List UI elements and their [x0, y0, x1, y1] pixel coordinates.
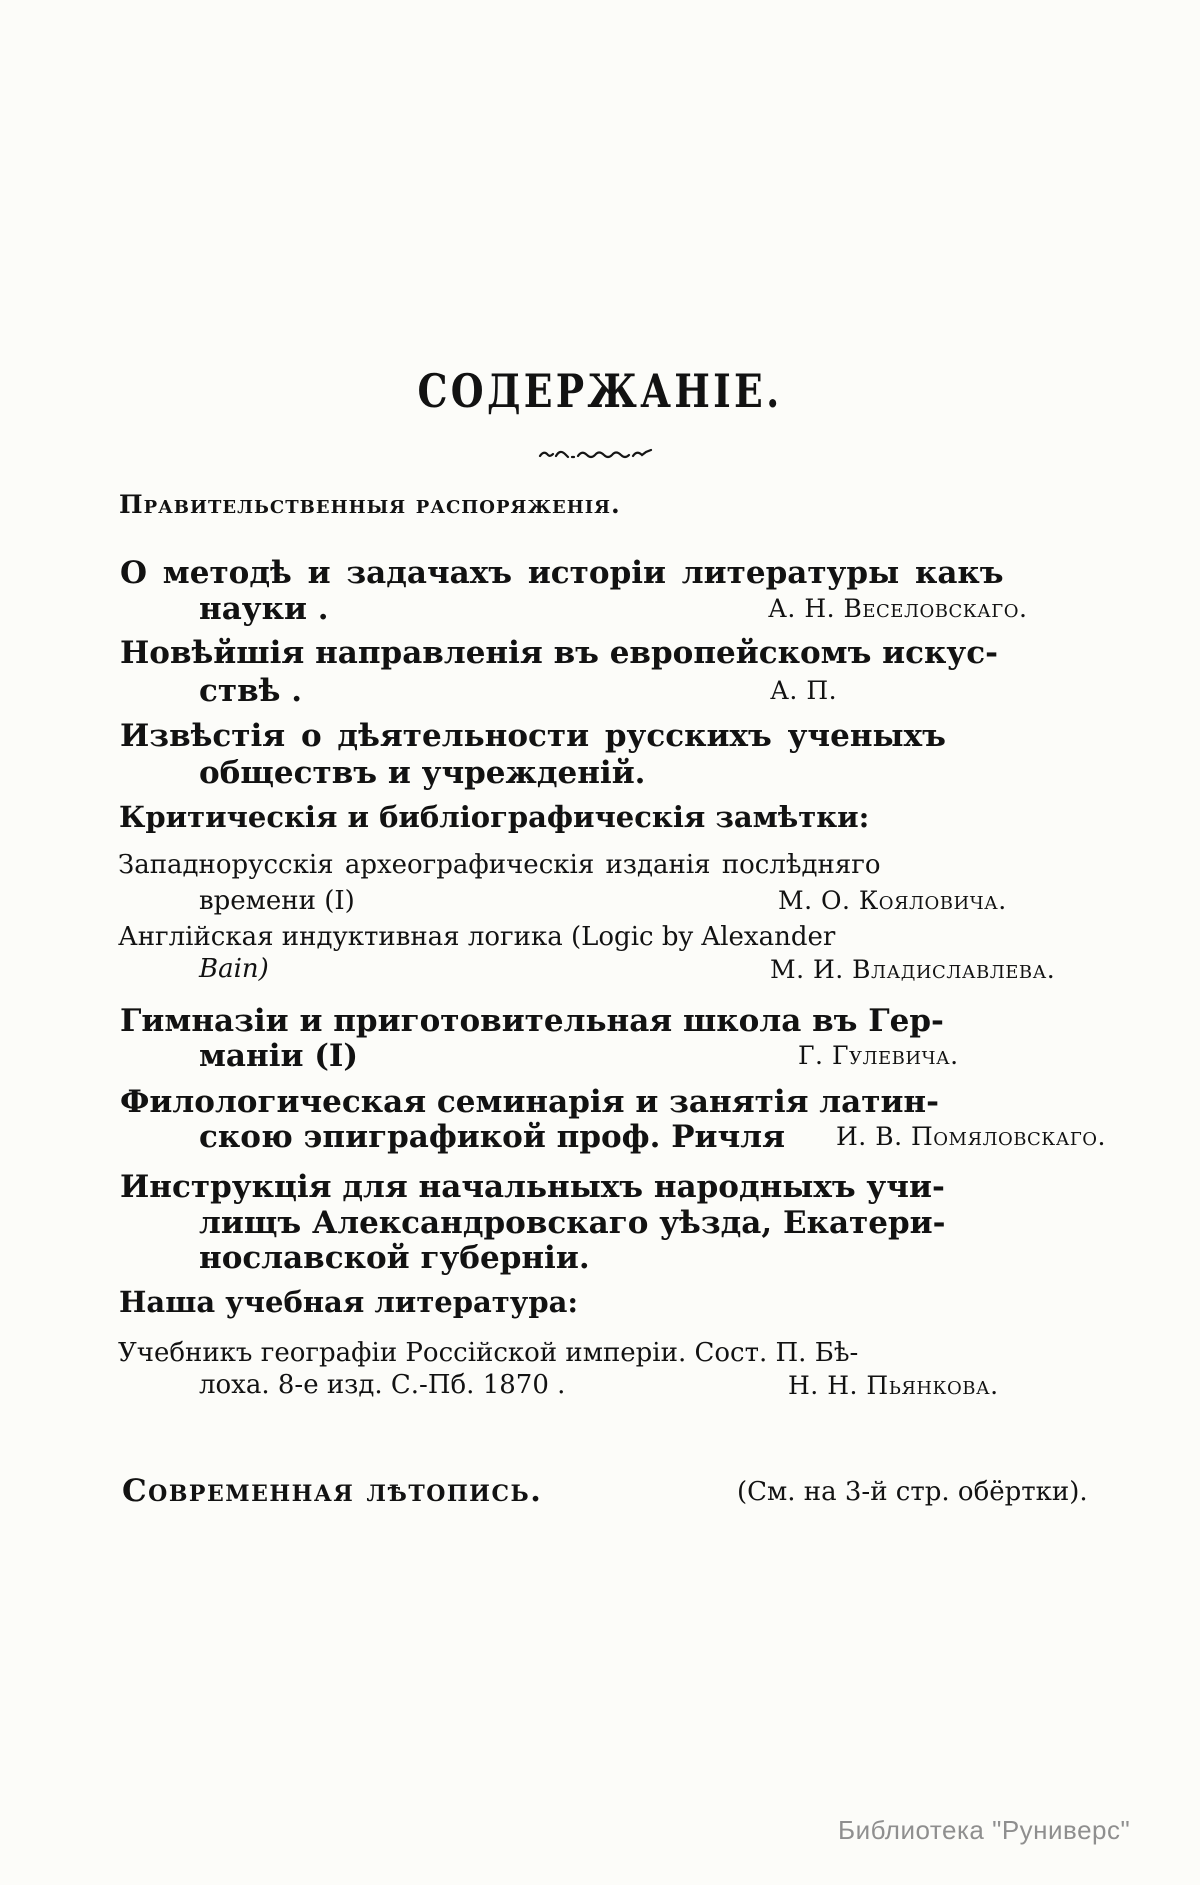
toc-entry-author: М. О. Кояловича. — [778, 886, 1007, 915]
toc-entry-continuation: времени (I) — [199, 886, 355, 916]
toc-entry-author: А. П. — [770, 676, 838, 705]
toc-entry-title-line: Западнорусскія археографическія изданія послѣдняго — [118, 850, 881, 880]
toc-entry-title-line: Гимназіи и приготовительная школа въ Гер- — [120, 1003, 944, 1039]
toc-entry-title-line: О методѣ и задачахъ исторіи литературы какъ — [120, 555, 1004, 591]
toc-entry-title-line: Инструкція для начальныхъ народныхъ учи- — [120, 1169, 945, 1205]
toc-entry-continuation: Bain) — [199, 954, 269, 984]
toc-entry-continuation: нославской губерніи. — [199, 1240, 590, 1276]
toc-entry-title-line: Филологическая семинарія и занятія латин- — [120, 1084, 939, 1120]
toc-entry-title-line: Новѣйшія направленія въ европейскомъ искус- — [120, 635, 999, 671]
toc-entry-continuation: лищъ Александровскаго уѣзда, Екатери- — [199, 1205, 946, 1241]
toc-entry-continuation: науки . — [199, 591, 329, 627]
toc-entry-continuation: маніи (I) — [199, 1038, 359, 1074]
toc-entry-continuation: ствѣ . — [199, 673, 303, 709]
toc-entry-continuation: лоха. 8-е изд. С.-Пб. 1870 . — [199, 1370, 566, 1400]
footer-section-title: Современная лѣтопись. — [122, 1473, 543, 1509]
toc-entry-continuation: скою эпиграфикой проф. Ричля — [199, 1119, 785, 1155]
toc-entry-author: А. Н. Веселовскаго. — [768, 594, 1028, 623]
toc-entry-author: Н. Н. Пьянкова. — [788, 1371, 999, 1400]
toc-entry-author: М. И. Владиславлева. — [770, 955, 1056, 984]
toc-entry-author: Г. Гулевича. — [798, 1041, 959, 1070]
page-title: СОДЕРЖАНІЕ. — [417, 364, 783, 418]
subsection-heading-critical-notes: Критическія и библіографическія замѣтки: — [119, 800, 870, 834]
toc-entry-title-line: Извѣстія о дѣятельности русскихъ ученыхъ — [120, 718, 946, 754]
library-watermark: Библиотека "Руниверс" — [838, 1815, 1131, 1845]
toc-entry-continuation: обществъ и учрежденій. — [199, 755, 646, 791]
subsection-heading-textbooks: Наша учебная литература: — [119, 1285, 579, 1319]
toc-entry-title-line: Учебникъ географіи Россійской имперіи. Сост. П. Бѣ- — [118, 1338, 859, 1368]
footer-note: (См. на 3-й стр. обёртки). — [737, 1477, 1088, 1507]
divider-squiggle-icon — [538, 447, 656, 461]
toc-entry-title-line: Англійская индуктивная логика (Logic by Alexander — [118, 922, 836, 952]
toc-entry-author: И. В. Помяловскаго. — [836, 1122, 1106, 1151]
section-heading-government-orders: Правительственныя распоряженія. — [119, 490, 621, 519]
